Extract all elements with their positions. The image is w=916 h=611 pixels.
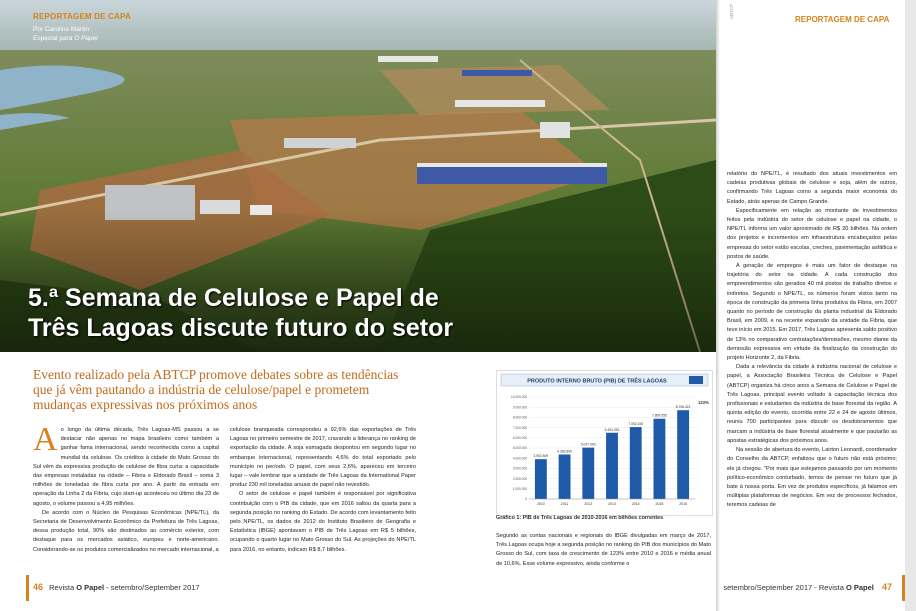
footer-left xyxy=(33,582,200,592)
chart-y-tick-label: 2.000.000 xyxy=(512,476,527,481)
chart-data-label: 8.706.421 xyxy=(675,405,691,410)
chart-x-tick-label: 2014 xyxy=(631,502,640,506)
byline xyxy=(33,25,98,43)
chart-y-tick-label: 10.000.000 xyxy=(511,395,527,400)
byline-publication: O Papel xyxy=(74,35,98,42)
section-label: REPORTAGEM DE CAPA xyxy=(33,12,131,21)
chart-bar xyxy=(606,433,618,499)
chart-y-tick-label: 4.000.000 xyxy=(512,456,527,461)
headline-line-1: 5.ª Semana de Celulose e Papel de xyxy=(28,284,439,312)
chart-x-tick-label: 2012 xyxy=(584,502,593,506)
chart-y-tick-label: 8.000.000 xyxy=(512,415,527,420)
footer-date: - setembro/September 2017 xyxy=(104,583,200,592)
byline-special xyxy=(33,34,98,43)
footer-magazine-name-right: O Papel xyxy=(845,583,874,592)
chart-y-tick-label: 0 xyxy=(525,497,527,502)
paragraph: Na sessão de abertura do evento, Lairton Leonardi, coordenador do Conselho da ABTCP, enfatizou que o futuro não está próximo; ele já chegou. "Por mais que estejamos passando por um momento político-econômico conturbado, temos de pensar no futuro que já bate à nossa porta. Em vez de produtos específicos, já falamos em múltiplas plataformas de negócios. Em vez de processos fechados, teremos cadeias de xyxy=(727,447,897,509)
page-number-left: 46 xyxy=(33,582,44,592)
footer-right xyxy=(723,582,892,592)
chart-bar xyxy=(630,427,642,499)
chart-x-tick-label: 2016 xyxy=(679,502,688,506)
page-number-right: 47 xyxy=(881,582,892,592)
chart-bar xyxy=(535,459,547,499)
chart-caption: Gráfico 1: PIB de Três Lagoas de 2010-2016 em bilhões correntes xyxy=(496,515,664,521)
gdp-chart xyxy=(496,370,713,516)
body-column-1 xyxy=(33,421,219,555)
chart-data-label: 7.869.555 xyxy=(652,413,667,418)
chart-x-tick-label: 2013 xyxy=(608,502,616,506)
body-column-2 xyxy=(230,426,416,555)
footer-magazine-name: O Papel xyxy=(76,583,105,592)
chart-data-label: 4.362.890 xyxy=(557,449,572,454)
gdp-chart-svg xyxy=(497,371,712,515)
chart-y-tick-label: 5.000.000 xyxy=(512,446,527,451)
body-column-4 xyxy=(727,170,897,511)
chart-x-tick-label: 2010 xyxy=(536,502,545,506)
page-tag: ABTCP xyxy=(729,3,734,19)
page-edge xyxy=(905,0,916,611)
chart-bar xyxy=(654,419,666,499)
section-label-right: REPORTAGEM DE CAPA xyxy=(795,15,890,24)
article-headline xyxy=(28,283,453,343)
byline-prefix: Especial para xyxy=(33,35,75,42)
paragraph: Dada a relevância da cidade à indústria nacional de celulose e papel, a Associação Brasileira Técnica de Celulose e Papel (ABTCP) organiza há cinco anos a Semana de Celulose e Papel de Três Lagoas, principal evento voltado à capacitação técnica dos profissionais e estudantes da indústria de base florestal da região. A quinta edição do evento, ocorrida entre 22 e 24 de agosto últimos, reuniu 700 participantes para discutir os desdobramentos que marcam a indústria de base florestal atualmente e que pautarão as apostas estratégicas dos próximos anos. xyxy=(727,364,897,444)
headline-line-2: Três Lagoas discute futuro do setor xyxy=(28,314,454,342)
chart-y-tick-label: 3.000.000 xyxy=(512,466,527,471)
chart-growth-label: 123% xyxy=(698,400,709,406)
paragraph: O setor de celulose e papel também é responsável por significativa contribuição com o PIB da cidade, que em 2016 saltou da quarta para a segunda posição no ranking do Estado. De acordo com levantamento feito pelo NPE/TL, os dados de 2012 do Instituto Brasileiro de Geografia e Estatística (IBGE) apontavam o PIB de Três Lagoas em R$ 5 bilhões, ocupando o quarto lugar no Mato Grosso do Sul. As projeções do NPE/TL para 2016, no entanto, indicam R$ 8,7 bilhões. xyxy=(230,491,416,553)
chart-bar xyxy=(677,410,689,499)
page-gutter xyxy=(716,0,720,611)
chart-x-tick-label: 2011 xyxy=(560,502,569,506)
paragraph: o longo da última década, Três Lagoas-MS passou a se destacar não apenas no mapa brasileiro como também a ganhar fama internacional, sendo reconhecida como a capital mundial da celulose. Os créditos à cidade do Mato Grosso do Sul vêm da expressiva produção de celulose de fibra curta: a capacidade das empresas instaladas na cidade – Fibria e Eldorado Brasil – soma 3 milhões de toneladas de fibra curta por ano. A partir da entrada em operação da Linha 2 da Fibria, cujo start-up aconteceu no último dia 23 de agosto, o volume passou a 4,95 milhões. xyxy=(33,427,219,507)
chart-y-tick-label: 7.000.000 xyxy=(512,425,527,430)
chart-data-label: 3.902.809 xyxy=(533,454,549,459)
paragraph: De acordo com o Núcleo de Pesquisas Econômicas (NPE/TL), da Secretaria de Desenvolvimento Econômico da Prefeitura de Três Lagoas, dessa produção total, 90% são destinados ao comércio exterior, com destaque para os mercados asiático, europeu e norte-americano. Considerando-se os produtos comercializados no mercado internacional, a xyxy=(33,509,219,553)
chart-x-tick-label: 2015 xyxy=(655,502,664,506)
chart-data-label: 7.052.165 xyxy=(628,422,644,427)
chart-data-label: 5.037.000 xyxy=(580,442,596,447)
chart-data-label: 6.494.253 xyxy=(604,427,620,432)
paragraph: celulose branqueada correspondeu a 92,6% das exportações de Três Lagoas no primeiro semestre de 2017, cravando a liderança no ranking de exportação da cidade. A soja esmagada despontou em segundo lugar no embarque internacional, representando 4,6% do total exportado pelo município no período. O papel, com seus 2,6%, apareceu em terceiro lugar – vale lembrar que a unidade de Três Lagoas da International Paper produz 230 mil toneladas anuais de papel não revestido. xyxy=(230,427,416,489)
chart-title: PRODUTO INTERNO BRUTO (PIB) DE TRÊS LAGOAS xyxy=(527,378,667,385)
paragraph: A geração de empregos é mais um fator de destaque na trajetória do setor na cidade. A cada construção dos empreendimentos são gerados 40 mil postos de trabalho diretos e indiretos. Segundo o NPE/TL, os números foram vistos tanto na época de construção da primeira linha produtiva da Fibria, em 2007 quanto no período de construção da planta industrial da Eldorado Brasil, em 2009, e na recente expansão da unidade da Fibria, que teve início em 2015. Em 2017, Três Lagoas apresenta saldo positivo de 13% no comparativo contratações/demissões, mesmo diante da demissão expressiva em virtude da finalização da construção do projeto Horizonte 2, da Fibria. xyxy=(727,263,897,362)
paragraph: relatório do NPE/TL, é resultado dos atuais investimentos em cadeias produtivas globais de celulose e soja, além de outros, confirmando Três Lagoas como a segunda maior economia do Estado, atrás apenas de Campo Grande. xyxy=(727,171,897,205)
article-subhead: Evento realizado pela ABTCP promove debates sobre as tendências que já vêm pautando a indústria de celulose/papel e prometem mudanças expressivas nos próximos anos xyxy=(33,367,399,412)
byline-author: Por Caroline Martin xyxy=(33,26,89,33)
chart-bar xyxy=(582,448,594,499)
chart-y-tick-label: 1.000.000 xyxy=(512,487,527,491)
footer-magazine: Revista xyxy=(49,583,77,592)
chart-y-tick-label: 9.000.000 xyxy=(512,405,527,410)
chart-y-tick-label: 6.000.000 xyxy=(512,436,527,440)
drop-cap: A xyxy=(33,421,58,458)
footer-date-right: setembro/September 2017 - Revista xyxy=(723,583,846,592)
chart-bar xyxy=(559,454,571,499)
body-column-3 xyxy=(496,532,711,569)
paragraph: Segundo as contas nacionais e regionais do IBGE divulgadas em março de 2017, Três Lagoas ocupa hoje a segunda posição no ranking do PIB dos municípios do Mato Grosso do Sul, com taxa de crescimento de 123% entre 2010 e 2016 e média anual de 10,6%. Esse volume expressivo, ainda conforme o xyxy=(496,533,711,567)
footer-accent-left xyxy=(26,575,29,601)
paragraph: Especificamente em relação ao montante de investimentos feitos pela indústria do setor de celulose e papel na cidade, o NPE/TL informa um valor aproximado de R$ 20 bilhões. Na ordem dos projetos e incrementos em infraestrutura encabeçados pelas empresas do setor estão escolas, creches, pavimentação asfáltica e postos de saúde. xyxy=(727,207,897,260)
